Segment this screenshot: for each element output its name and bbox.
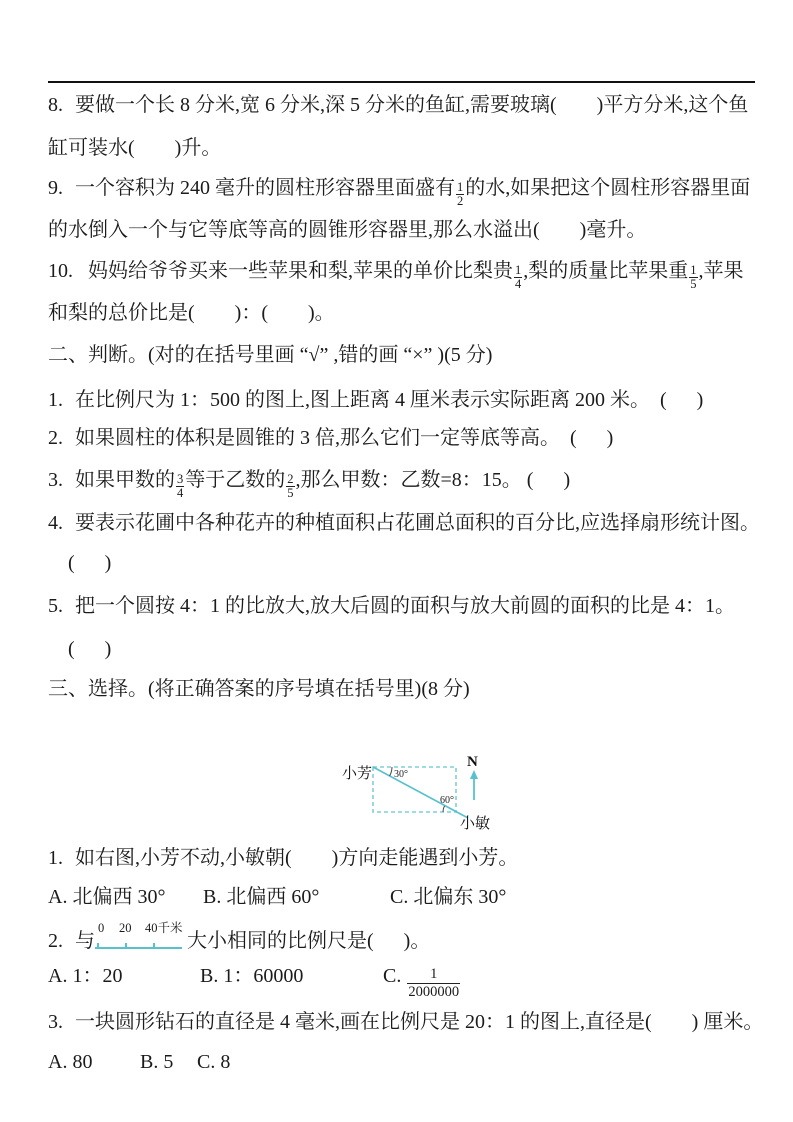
top-rule <box>48 81 755 83</box>
choice-q1-options <box>48 885 506 909</box>
choice-q1-option-a: A. 北偏西 30° <box>48 886 166 908</box>
choice-q3-option-a: A. 80 <box>48 1051 93 1073</box>
choice-q2-option-c: C. $\frac{1}{2000000}$ <box>383 965 460 1000</box>
xiaofang-label: 小芳 <box>342 766 373 782</box>
fraction-1-2: $\frac{1}{2}$ <box>457 179 464 208</box>
q9-text2: 的水倒入一个与它等底等高的圆锥形容器里,那么水溢出( )毫升。 <box>48 219 647 241</box>
north-label: N <box>467 754 478 770</box>
choice-q3-option-b: B. 5 <box>140 1051 174 1073</box>
choice-q3 <box>48 1010 763 1034</box>
angle-30-arc <box>390 767 392 776</box>
q10-text-pre: 妈妈给爷爷买来一些苹果和梨,苹果的单价比梨贵 <box>88 260 513 282</box>
fraction-1-4: $\frac{1}{4}$ <box>515 262 522 291</box>
choice-q2-post: 大小相同的比例尺是( )。 <box>187 930 431 952</box>
q8-text1: 要做一个长 8 分米,宽 6 分米,深 5 分米的鱼缸,需要玻璃( )平方分米,这个鱼 <box>75 94 749 116</box>
angle-30-label: 30° <box>394 769 408 780</box>
choice-q3-options <box>48 1050 230 1074</box>
choice-q1-option-c: C. 北偏东 30° <box>390 886 507 908</box>
judge-q4-number: 4. <box>48 512 63 534</box>
scale-tick-0-label: 0 <box>98 921 105 935</box>
judge-q2-text: 如果圆柱的体积是圆锥的 3 倍,那么它们一定等底等高。 ( ) <box>75 427 614 449</box>
q10-text2: 和梨的总价比是( )：( )。 <box>48 302 335 324</box>
angle-60-label: 60° <box>440 795 454 806</box>
choice-q1 <box>48 846 518 870</box>
fill-q10-line2 <box>48 301 335 325</box>
choice-q1-option-b: B. 北偏西 60° <box>203 886 320 908</box>
judge-q3-pre: 如果甲数的 <box>75 469 175 491</box>
judge-q2-number: 2. <box>48 427 63 449</box>
q9-number: 9. <box>48 177 63 199</box>
q9-text-post: 的水,如果把这个圆柱形容器里面 <box>465 177 751 199</box>
fill-q9-line1 <box>48 176 750 209</box>
choice-q2-pre: 与 <box>75 930 95 952</box>
judge-q4-text: 要表示花圃中各种花卉的种植面积占花圃总面积的百分比,应选择扇形统计图。 <box>75 512 760 534</box>
fraction-3-4: $\frac{3}{4}$ <box>177 471 184 500</box>
judge-q4 <box>48 511 760 535</box>
fill-q9-line2 <box>48 218 646 242</box>
map-scale-bar <box>95 921 187 952</box>
choice-q2-number: 2. <box>48 930 63 952</box>
judge-section-header: 二、判断。(对的在括号里画 “√” ,错的画 “×” )(5 分) <box>48 344 493 366</box>
angle-60-arc <box>443 806 445 812</box>
q10-text-mid: ,梨的质量比苹果重 <box>523 260 689 282</box>
scale-tick-20-label: 20 <box>119 921 132 935</box>
xiaomin-label: 小敏 <box>460 816 491 832</box>
scale-tick-mark <box>97 943 99 947</box>
scale-tick-mark <box>153 943 155 947</box>
fill-q8-line2 <box>48 136 221 160</box>
q8-number: 8. <box>48 94 63 116</box>
north-arrow-head <box>470 770 478 779</box>
fraction-1-2000000: $\frac{1}{2000000}$ <box>408 966 460 1000</box>
choice-q2-option-a: A. 1：20 <box>48 965 123 987</box>
judge-q5-number: 5. <box>48 595 63 617</box>
judge-q1-number: 1. <box>48 389 63 411</box>
path-line <box>373 767 468 818</box>
direction-diagram <box>340 748 510 832</box>
fill-q10-line1 <box>48 259 744 292</box>
choice-q3-option-c: C. 8 <box>197 1051 231 1073</box>
fraction-2-5: $\frac{2}{5}$ <box>287 471 294 500</box>
fill-q8-line1 <box>48 93 748 117</box>
judge-q3-post: ,那么甲数：乙数=8：15。 ( ) <box>295 469 571 491</box>
scale-tick-40-label: 40千米 <box>145 921 183 935</box>
choice-q2-option-b: B. 1：60000 <box>200 965 304 987</box>
judge-q4-blank: ( ) <box>68 552 112 574</box>
judge-q3-mid: 等于乙数的 <box>185 469 286 491</box>
choice-q3-number: 3. <box>48 1011 63 1033</box>
judge-q5-text: 把一个圆按 4：1 的比放大,放大后圆的面积与放大前圆的面积的比是 4：1。 <box>75 595 735 617</box>
q10-number: 10. <box>48 260 73 282</box>
scale-bar-line <box>95 947 182 949</box>
judge-q5 <box>48 594 735 618</box>
choice-section-header: 三、选择。(将正确答案的序号填在括号里)(8 分) <box>48 678 470 700</box>
direction-diagram-svg <box>340 748 510 832</box>
choice-q3-text: 一块圆形钻石的直径是 4 毫米,画在比例尺是 20：1 的图上,直径是( ) 厘米。 <box>75 1011 764 1033</box>
q9-text-pre: 一个容积为 240 毫升的圆柱形容器里面盛有 <box>75 177 455 199</box>
judge-q1 <box>48 388 703 412</box>
judge-q3 <box>48 468 570 501</box>
choice-q1-text: 如右图,小芳不动,小敏朝( )方向走能遇到小芳。 <box>75 847 519 869</box>
judge-q3-number: 3. <box>48 469 63 491</box>
fraction-1-5: $\frac{1}{5}$ <box>690 262 697 291</box>
q10-text-post: ,苹果 <box>698 260 744 282</box>
judge-q5-blank: ( ) <box>68 638 112 660</box>
scale-tick-mark <box>125 943 127 947</box>
choice-q1-number: 1. <box>48 847 63 869</box>
judge-q1-text: 在比例尺为 1：500 的图上,图上距离 4 厘米表示实际距离 200 米。 ( ) <box>75 389 704 411</box>
choice-q2 <box>48 921 431 953</box>
q8-text2: 缸可装水( )升。 <box>48 137 222 159</box>
judge-q2 <box>48 426 613 450</box>
choice-q2-options <box>48 964 461 1001</box>
